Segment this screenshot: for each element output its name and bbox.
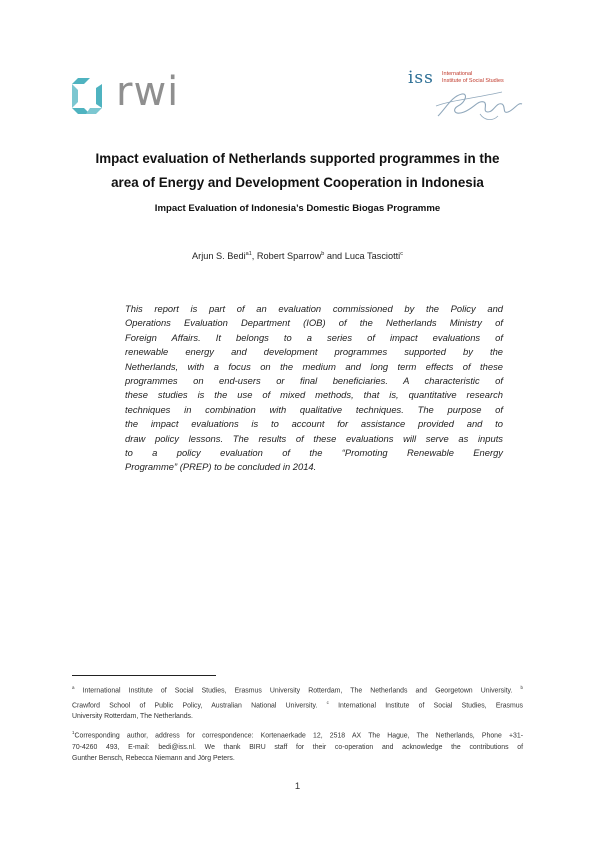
author-bedi: Arjun S. Bedi [192, 251, 246, 262]
iss-subtitle-line1: International [442, 71, 473, 77]
abstract-line: these studies is the use of mixed methods, that is, quantitative research [125, 389, 503, 401]
footnote-text: Corresponding author, address for correspondence: Kortenaerkade 12, 2518 AX The Hague, The Netherlands, Phone +31- [74, 732, 523, 740]
rwi-wordmark: rwi [116, 69, 180, 115]
abstract-line: the impact evaluations is to account for assistance provided and to [125, 418, 503, 430]
footnote-line: 70-4260 493, E-mail: bedi@iss.nl. We thank BIRU staff for their co-operation and acknowledge the contributions of [72, 743, 523, 751]
footnote-affiliations [72, 682, 523, 723]
footnote-marker-c: c [326, 699, 329, 705]
footnote-correspondence [72, 727, 523, 765]
iss-wordmark: iss [408, 68, 434, 88]
abstract-line: Programme” (PREP) to be concluded in 2014. [125, 461, 317, 473]
author-tasciotti: Luca Tasciotti [344, 251, 401, 262]
page-number: 1 [294, 781, 301, 792]
rwi-bracket-icon [72, 78, 108, 114]
footnote-line: University Rotterdam, The Netherlands. [72, 713, 193, 721]
author-list [60, 251, 535, 261]
author-bedi-affiliation: a1 [245, 251, 252, 257]
abstract [125, 302, 503, 475]
abstract-line: Foreign Affairs. It belongs to a series of impact evaluations of [125, 331, 503, 343]
abstract-line: programmes on end-users or final beneficiaries. A characteristic of [125, 375, 503, 387]
document-subtitle: Impact Evaluation of Indonesia’s Domestic Biogas Programme [154, 203, 441, 214]
footnote-marker-a: a [72, 685, 75, 690]
iss-subtitle-line2: Institute of Social Studies [442, 78, 504, 84]
abstract-line: This report is part of an evaluation commissioned by the Policy and [125, 303, 503, 314]
author-separator-2: and [324, 251, 345, 262]
footnote-line [72, 727, 523, 742]
footnote-line [72, 697, 523, 712]
title-line-1: Impact evaluation of Netherlands supported programmes in the [95, 151, 500, 166]
footnote-text: International Institute of Social Studies, Erasmus University Rotterdam, The Netherlands and Georgetown University. [82, 687, 513, 695]
abstract-line: draw policy lessons. The results of these evaluations will serve as inputs [125, 432, 503, 444]
footnote-line [72, 682, 523, 697]
abstract-line: Netherlands, with a focus on the medium and long term effects of these [125, 360, 503, 372]
erasmus-signature-icon [432, 82, 524, 124]
footnote-line: Gunther Bensch, Rebecca Niemann and Jörg Peters. [72, 755, 235, 763]
iss-logo [408, 68, 526, 126]
author-separator-1: , [251, 251, 257, 262]
abstract-line: renewable energy and development programmes supported by the [125, 346, 503, 358]
footnote-marker-b: b [520, 685, 524, 690]
author-tasciotti-affiliation: c [400, 251, 403, 257]
footnote-text: International Institute of Social Studies, Erasmus [338, 702, 524, 709]
abstract-line: to a policy evaluation of the “Promoting Renewable Energy [125, 447, 503, 459]
title-line-2: area of Energy and Development Cooperation in Indonesia [111, 175, 484, 190]
abstract-line: Operations Evaluation Department (IOB) of the Netherlands Ministry of [125, 317, 503, 329]
document-title [60, 147, 535, 195]
rwi-logo [72, 69, 196, 115]
abstract-line: techniques in combination with qualitative techniques. The purpose of [125, 403, 503, 415]
author-sparrow: Robert Sparrow [256, 251, 322, 262]
footnote-marker-1: 1 [72, 730, 75, 735]
footnote-text: Crawford School of Public Policy, Australian National University. [72, 702, 318, 709]
footnote-separator [72, 675, 216, 676]
author-sparrow-affiliation: b [321, 251, 325, 257]
